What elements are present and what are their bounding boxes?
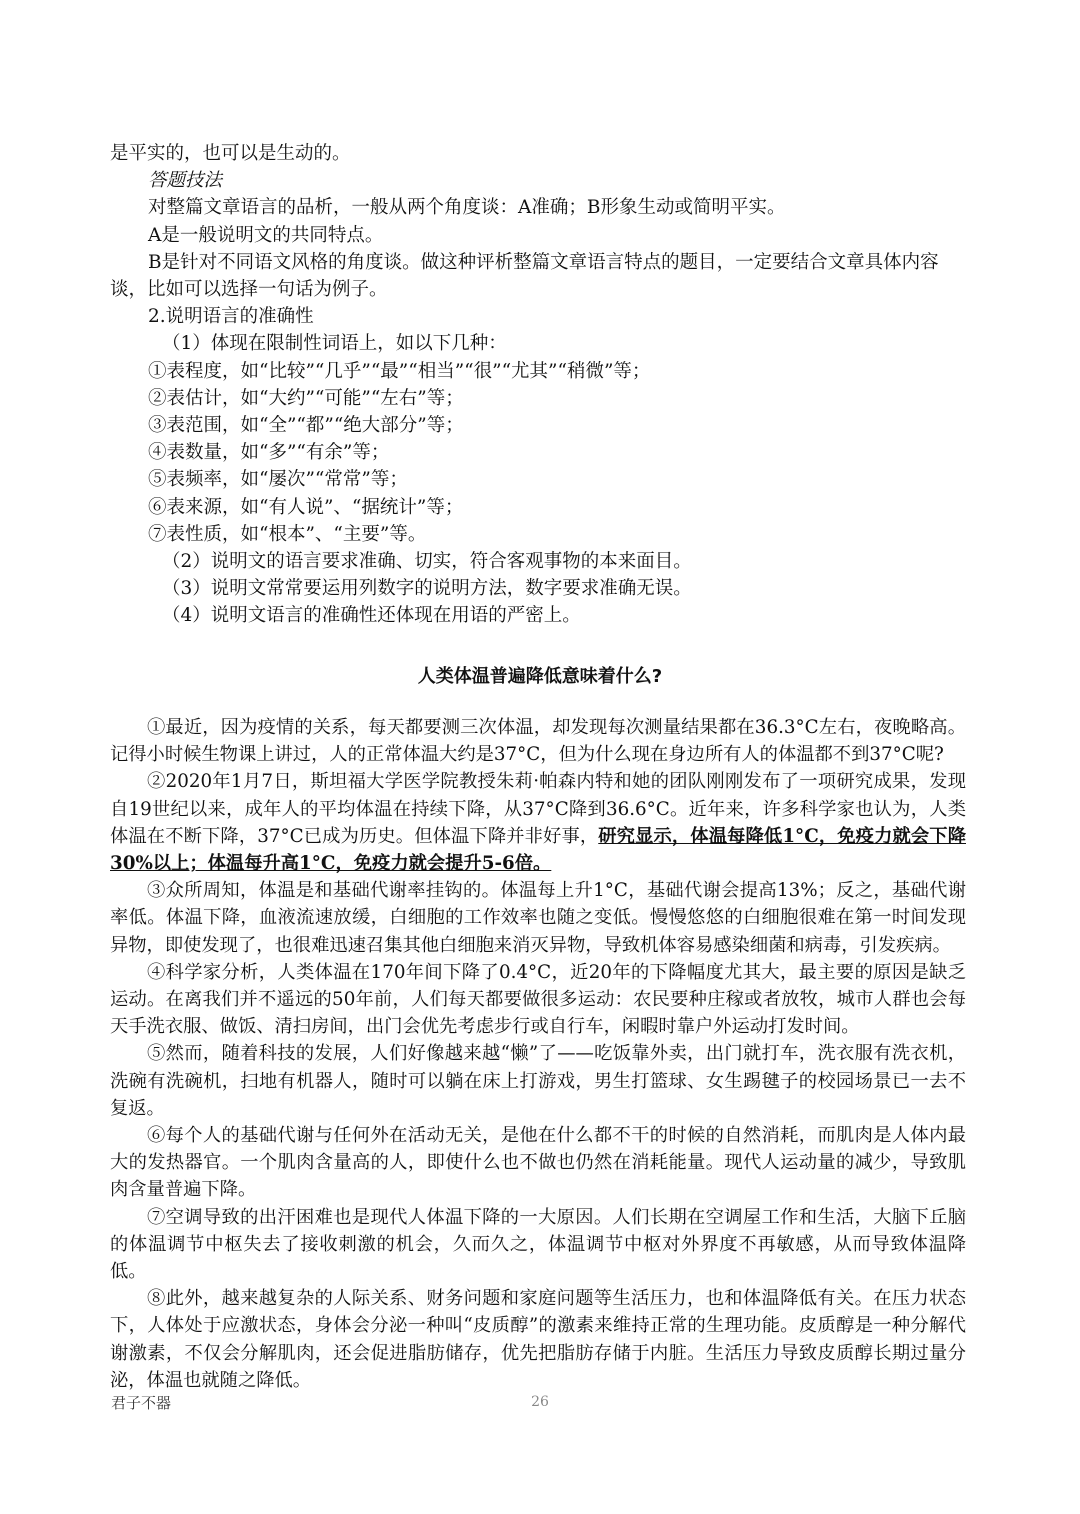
paragraph-5: ⑤然而，随着科技的发展，人们好像越来越“懒”了——吃饭靠外卖，出门就打车，洗衣服有洗衣机，洗碗有洗碗机，扫地有机器人，随时可以躺在床上打游戏，男生打篮球、女生踢毽子的校园场景已一去不复返。: [110, 1043, 966, 1119]
list-item: ②表估计，如“大约”“可能”“左右”等；: [148, 387, 464, 409]
list-item: ⑥表来源，如“有人说”、“据统计”等；: [148, 496, 464, 518]
text-line: A是一般说明文的共同特点。: [148, 224, 384, 246]
subheading-accuracy: 2.说明语言的准确性: [148, 306, 314, 328]
paragraph-6: ⑥每个人的基础代谢与任何外在活动无关，是他在什么都不干的时候的自然消耗，而肌肉是人体内最大的发热器官。一个肌肉含量高的人，即使什么也不做也仍然在消耗能量。现代人运动量的减少，导致肌肉含量普遍下降。: [110, 1125, 966, 1201]
article-body: [110, 714, 966, 1394]
paragraph-1: ①最近，因为疫情的关系，每天都要测三次体温，却发现每次测量结果都在36.3°C左右，夜晚略高。记得小时候生物课上讲过，人的正常体温大约是37°C，但为什么现在身边所有人的体温都不到37°C呢?: [110, 717, 966, 766]
paragraph-4: ④科学家分析，人类体温在170年间下降了0.4°C，近20年的下降幅度尤其大，最主要的原因是缺乏运动。在离我们并不遥远的50年前，人们每天都要做很多运动：农民要种庄稼或者放牧，城市人群也会每天手洗衣服、做饭、清扫房间，出门会优先考虑步行或自行车，闲暇时靠户外运动打发时间。: [110, 961, 966, 1038]
list-item: ③表范围，如“全”“都”“绝大部分”等；: [148, 415, 464, 437]
text-line: （4）说明文语言的准确性还体现在用语的严密上。: [162, 605, 581, 627]
paragraph-2: [110, 768, 966, 877]
text-line: 谈，比如可以选择一句话为例子。: [110, 279, 388, 301]
text-line: （1）体现在限制性词语上，如以下几种：: [162, 333, 507, 355]
page-number: 26: [531, 1394, 549, 1410]
highlighted-finding: 研究显示，体温每降低1°C，免疫力就会下降30%以上；体温每升高1°C，免疫力就会提升5-6倍。: [110, 825, 966, 875]
text-line: 对整篇文章语言的品析，一般从两个角度谈：A准确；B形象生动或简明平实。: [148, 197, 786, 219]
subheading-answer-tips: 答题技法: [148, 170, 223, 192]
text-line: 是平实的，也可以是生动的。: [110, 143, 351, 164]
paragraph-7: ⑦空调导致的出汗困难也是现代人体温下降的一大原因。人们长期在空调屋工作和生活，大脑下丘脑的体温调节中枢失去了接收刺激的机会，久而久之，体温调节中枢对外界度不再敏感，从而导致体温降低。: [110, 1206, 966, 1283]
list-item: ⑤表频率，如“屡次”“常常”等；: [148, 469, 408, 491]
text-line: （2）说明文的语言要求准确、切实，符合客观事物的本来面目。: [162, 551, 692, 573]
footer-label: 君子不器: [111, 1394, 172, 1412]
list-item: ④表数量，如“多”“有余”等；: [148, 442, 390, 464]
text-line: （3）说明文常常要运用列数字的说明方法，数字要求准确无误。: [162, 578, 692, 600]
list-item: ①表程度，如“比较”“几乎”“最”“相当”“很”“尤其”“稍微”等；: [148, 360, 651, 382]
intro-section: [110, 140, 970, 630]
text-line: B是针对不同语文风格的角度谈。做这种评析整篇文章语言特点的题目，一定要结合文章具体内容: [148, 251, 939, 273]
list-item: ⑦表性质，如“根本”、“主要”等。: [148, 523, 427, 545]
paragraph-3: ③众所周知，体温是和基础代谢率挂钩的。体温每上升1°C，基础代谢会提高13%；反之，基础代谢率低。体温下降，血液流速放缓，白细胞的工作效率也随之变低。慢慢悠悠的白细胞很难在第一时间发现异物，即使发现了，也很难迅速召集其他白细胞来消灭异物，导致机体容易感染细菌和病毒，引发疾病。: [110, 880, 966, 956]
paragraph-8: ⑧此外，越来越复杂的人际关系、财务问题和家庭问题等生活压力，也和体温降低有关。在压力状态下，人体处于应激状态，身体会分泌一种叫“皮质醇”的激素来维持正常的生理功能。皮质醇是一种分解代谢激素，不仅会分解肌肉，还会促进脂肪储存，优先把脂肪存储于内脏。生活压力导致皮质醇长期过量分泌，体温也就随之降低。: [110, 1288, 966, 1391]
paragraph-2-text: ②2020年1月7日，斯坦福大学医学院教授朱莉·帕森内特和她的团队刚刚发布了一项研究成果，发现自19世纪以来，成年人的平均体温在持续下降，从37°C降到36.6°C。近年来，许多科学家也认为，人类体温在不断下降，37°C已成为历史。但体温下降并非好事，: [110, 771, 966, 847]
article-title: 人类体温普遍降低意味着什么?: [417, 666, 663, 687]
